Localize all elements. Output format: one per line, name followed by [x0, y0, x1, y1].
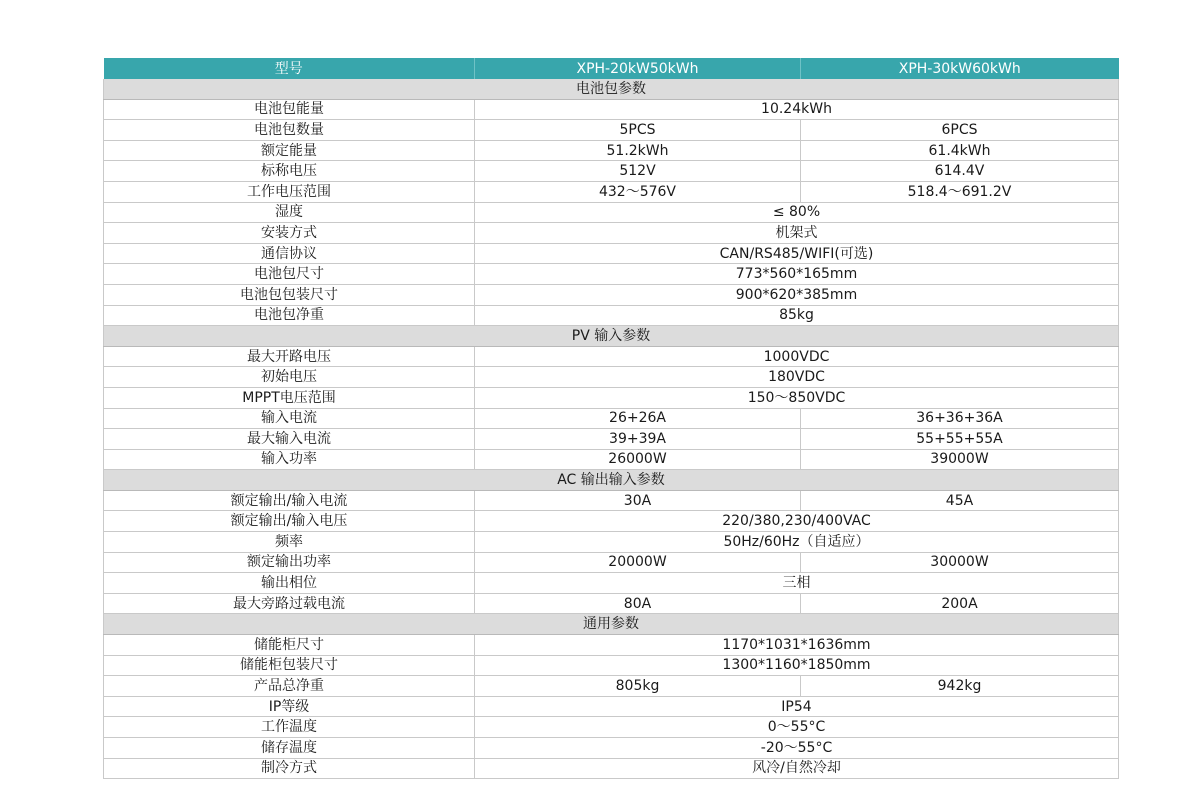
spec-value-model-1: 80A: [475, 593, 801, 614]
spec-label: 输入功率: [104, 449, 475, 470]
spec-label: 额定输出/输入电流: [104, 490, 475, 511]
spec-value-model-1: 20000W: [475, 552, 801, 573]
spec-value-model-2: 55+55+55A: [801, 429, 1119, 450]
spec-label: 安装方式: [104, 223, 475, 244]
spec-label: 电池包包装尺寸: [104, 284, 475, 305]
section-header-row: [104, 470, 1119, 491]
spec-row: [104, 490, 1119, 511]
spec-label: 最大旁路过载电流: [104, 593, 475, 614]
spec-label: 工作电压范围: [104, 181, 475, 202]
spec-row: [104, 758, 1119, 779]
spec-label: 最大开路电压: [104, 346, 475, 367]
section-header-row: [104, 79, 1119, 99]
spec-value-shared: ≤ 80%: [475, 202, 1119, 223]
spec-row: [104, 99, 1119, 120]
spec-body: [104, 79, 1119, 779]
spec-label: 初始电压: [104, 367, 475, 388]
spec-value-model-2: 942kg: [801, 676, 1119, 697]
spec-row: [104, 635, 1119, 656]
spec-value-model-1: 805kg: [475, 676, 801, 697]
spec-label: 额定能量: [104, 140, 475, 161]
header-row: [104, 58, 1119, 79]
spec-value-shared: 1000VDC: [475, 346, 1119, 367]
spec-value-model-2: 518.4～691.2V: [801, 181, 1119, 202]
spec-value-shared: 50Hz/60Hz（自适应）: [475, 532, 1119, 553]
spec-value-shared: -20～55°C: [475, 738, 1119, 759]
spec-row: [104, 717, 1119, 738]
spec-label: 电池包尺寸: [104, 264, 475, 285]
spec-row: [104, 532, 1119, 553]
section-title: PV 输入参数: [104, 326, 1119, 347]
spec-row: [104, 573, 1119, 594]
spec-label: 额定输出/输入电压: [104, 511, 475, 532]
spec-row: [104, 738, 1119, 759]
spec-label: 制冷方式: [104, 758, 475, 779]
spec-label: 储存温度: [104, 738, 475, 759]
spec-label: 电池包数量: [104, 120, 475, 141]
spec-table: [103, 58, 1119, 779]
spec-value-model-2: 45A: [801, 490, 1119, 511]
spec-label: 标称电压: [104, 161, 475, 182]
spec-value-shared: 85kg: [475, 305, 1119, 326]
spec-row: [104, 223, 1119, 244]
spec-value-shared: 1170*1031*1636mm: [475, 635, 1119, 656]
spec-row: [104, 305, 1119, 326]
spec-value-shared: 150～850VDC: [475, 387, 1119, 408]
spec-row: [104, 511, 1119, 532]
spec-value-model-2: 614.4V: [801, 161, 1119, 182]
spec-value-model-1: 26000W: [475, 449, 801, 470]
header-model-2: XPH-30kW60kWh: [801, 58, 1119, 79]
spec-value-model-1: 26+26A: [475, 408, 801, 429]
header-model-label: 型号: [104, 58, 475, 79]
spec-label: 输出相位: [104, 573, 475, 594]
spec-row: [104, 367, 1119, 388]
header-model-1: XPH-20kW50kWh: [475, 58, 801, 79]
spec-value-shared: 机架式: [475, 223, 1119, 244]
spec-value-shared: 773*560*165mm: [475, 264, 1119, 285]
spec-value-shared: CAN/RS485/WIFI(可选): [475, 243, 1119, 264]
spec-row: [104, 429, 1119, 450]
spec-value-model-1: 30A: [475, 490, 801, 511]
spec-row: [104, 243, 1119, 264]
spec-value-model-1: 5PCS: [475, 120, 801, 141]
spec-row: [104, 387, 1119, 408]
spec-label: 输入电流: [104, 408, 475, 429]
spec-row: [104, 120, 1119, 141]
spec-label: 工作温度: [104, 717, 475, 738]
spec-row: [104, 552, 1119, 573]
section-title: AC 输出输入参数: [104, 470, 1119, 491]
spec-value-model-1: 39+39A: [475, 429, 801, 450]
spec-row: [104, 346, 1119, 367]
spec-value-model-2: 39000W: [801, 449, 1119, 470]
spec-row: [104, 408, 1119, 429]
spec-value-shared: IP54: [475, 696, 1119, 717]
spec-row: [104, 696, 1119, 717]
spec-value-model-2: 6PCS: [801, 120, 1119, 141]
spec-row: [104, 676, 1119, 697]
spec-value-shared: 180VDC: [475, 367, 1119, 388]
spec-label: 电池包净重: [104, 305, 475, 326]
spec-row: [104, 284, 1119, 305]
spec-row: [104, 655, 1119, 676]
spec-row: [104, 593, 1119, 614]
spec-value-model-1: 51.2kWh: [475, 140, 801, 161]
spec-label: 通信协议: [104, 243, 475, 264]
section-title: 通用参数: [104, 614, 1119, 635]
spec-row: [104, 264, 1119, 285]
spec-label: MPPT电压范围: [104, 387, 475, 408]
spec-value-model-1: 512V: [475, 161, 801, 182]
spec-label: 电池包能量: [104, 99, 475, 120]
spec-value-shared: 0～55°C: [475, 717, 1119, 738]
spec-value-shared: 10.24kWh: [475, 99, 1119, 120]
spec-row: [104, 140, 1119, 161]
spec-value-shared: 220/380,230/400VAC: [475, 511, 1119, 532]
spec-label: 最大输入电流: [104, 429, 475, 450]
spec-value-shared: 900*620*385mm: [475, 284, 1119, 305]
spec-row: [104, 202, 1119, 223]
spec-row: [104, 449, 1119, 470]
spec-value-shared: 三相: [475, 573, 1119, 594]
spec-value-model-2: 200A: [801, 593, 1119, 614]
section-header-row: [104, 326, 1119, 347]
spec-label: 额定输出功率: [104, 552, 475, 573]
spec-value-shared: 风冷/自然冷却: [475, 758, 1119, 779]
spec-value-model-1: 432～576V: [475, 181, 801, 202]
spec-row: [104, 161, 1119, 182]
spec-label: 频率: [104, 532, 475, 553]
spec-value-model-2: 61.4kWh: [801, 140, 1119, 161]
spec-label: 储能柜尺寸: [104, 635, 475, 656]
spec-value-shared: 1300*1160*1850mm: [475, 655, 1119, 676]
section-title: 电池包参数: [104, 79, 1119, 99]
spec-label: 湿度: [104, 202, 475, 223]
spec-label: 储能柜包装尺寸: [104, 655, 475, 676]
spec-label: 产品总净重: [104, 676, 475, 697]
spec-row: [104, 181, 1119, 202]
spec-value-model-2: 36+36+36A: [801, 408, 1119, 429]
spec-label: IP等级: [104, 696, 475, 717]
section-header-row: [104, 614, 1119, 635]
spec-value-model-2: 30000W: [801, 552, 1119, 573]
